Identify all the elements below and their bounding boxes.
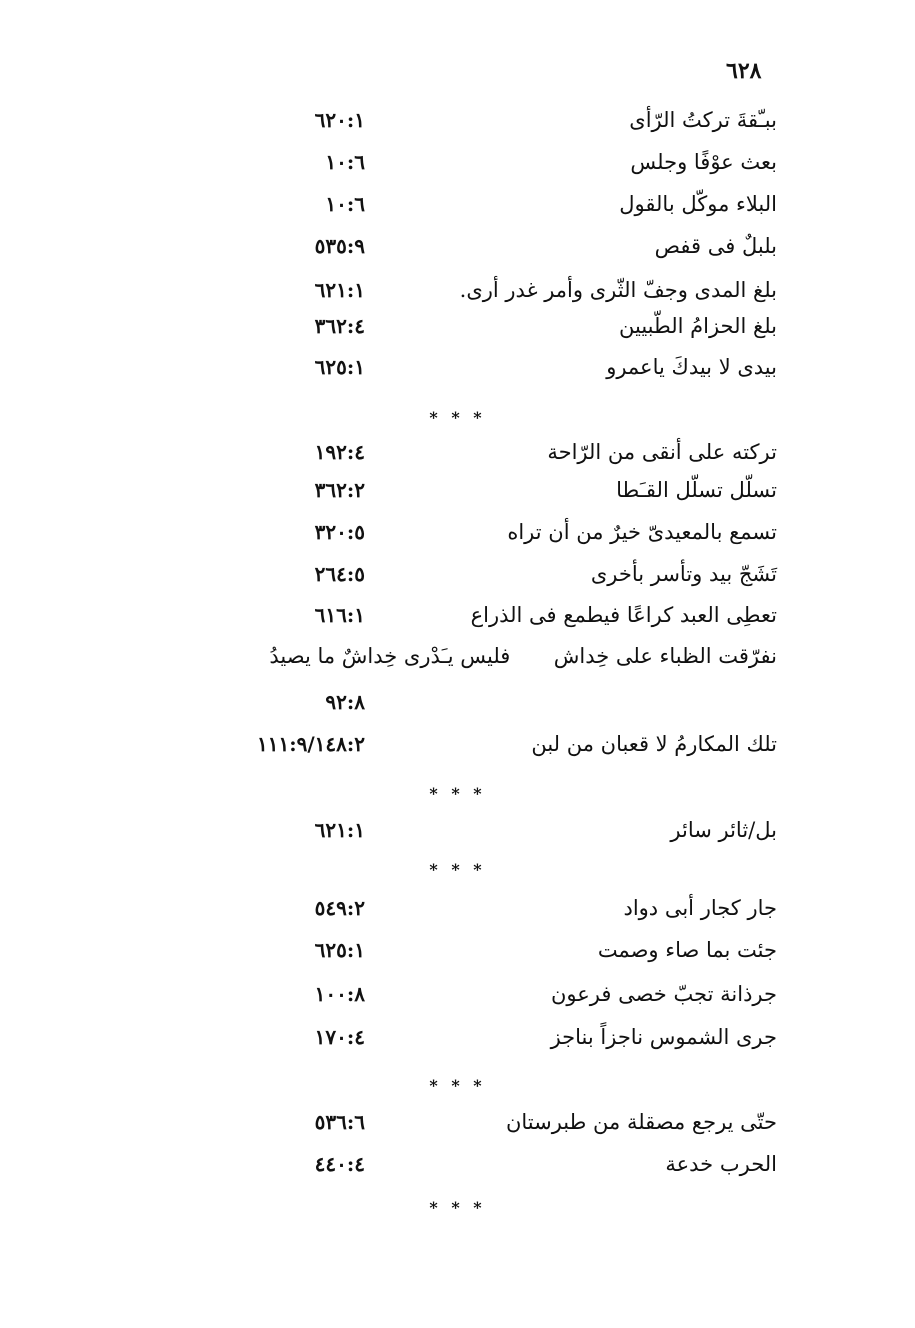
proverb-text: تسمع بالمعيدىّ خيرٌ من أن تراه [507, 520, 777, 544]
entry-row [0, 1025, 915, 1063]
proverb-text: تلك المكارمُ لا قعبان من لبن [531, 732, 777, 756]
entry-row [0, 818, 915, 856]
entry-row [0, 440, 915, 478]
entry-row [0, 732, 915, 770]
entry-row [0, 690, 915, 728]
reference: ٣٢٠:٥ [314, 520, 365, 544]
reference: ٦١٦:١ [314, 603, 365, 627]
section-separator: * * * [429, 1198, 486, 1217]
section-separator: * * * [429, 1076, 486, 1095]
entry-row [0, 234, 915, 272]
page-number: ٦٢٨ [726, 58, 762, 84]
entry-row [0, 562, 915, 600]
reference: ١٠٠:٨ [314, 982, 365, 1006]
entry-row [0, 603, 915, 641]
reference: ١٠:٦ [325, 150, 365, 174]
reference: ١٧٠:٤ [314, 1025, 365, 1049]
proverb-text: بل/ثائر سائر [670, 818, 777, 842]
proverb-text: جرى الشموس ناجزاً بناجز [550, 1025, 777, 1049]
entry-row [0, 355, 915, 393]
proverb-text: تركته على أنقى من الرّاحة [547, 440, 777, 464]
proverb-text: حتّى يرجع مصقلة من طبرستان [505, 1110, 777, 1134]
verse-hemistich-2: فليس يـَدْرى خِداشٌ ما يصيدُ [269, 644, 511, 668]
reference: ٥٣٥:٩ [314, 234, 365, 258]
reference: ٦٢١:١ [314, 278, 365, 302]
entry-row [0, 192, 915, 230]
proverb-text: جرذانة تجبّ خصى فرعون [550, 982, 777, 1006]
reference: ٣٦٢:٤ [314, 314, 365, 338]
entry-row [0, 896, 915, 934]
reference: ٥٤٩:٢ [314, 896, 365, 920]
reference: ٩٢:٨ [325, 690, 365, 714]
entry-row [0, 938, 915, 976]
reference: ١٩٢:٤ [314, 440, 365, 464]
entry-row [0, 108, 915, 146]
proverb-text: ببـّقةَ تركتُ الرّأى [629, 108, 777, 132]
entry-row [0, 150, 915, 188]
proverb-text: جار كجار أبى دواد [623, 896, 777, 920]
reference: ٦٢١:١ [314, 818, 365, 842]
proverb-text: بعث عوْفًا وجلس [630, 150, 777, 174]
verse-hemistich-1: نفرّقت الظباء على خِداش [553, 644, 777, 668]
proverb-text: تعطِى العبد كراعًا فيطمع فى الذراع [470, 603, 777, 627]
reference: ٣٦٢:٢ [314, 478, 365, 502]
entry-row [0, 314, 915, 352]
proverb-text: بلغ الحزامُ الطّبيين [619, 314, 777, 338]
verse-row [0, 644, 915, 682]
reference: ٦٢٥:١ [314, 938, 365, 962]
proverb-text: بلبلٌ فى قفص [654, 234, 777, 258]
reference: ٢٦٤:٥ [314, 562, 365, 586]
proverb-text: بيدى لا بيدكَ ياعمرو [606, 355, 777, 379]
reference: ١١١:٩/١٤٨:٢ [256, 732, 365, 756]
reference: ٥٣٦:٦ [314, 1110, 365, 1134]
proverb-text: تسلّل تسلّل القـَطا [616, 478, 777, 502]
entry-row [0, 478, 915, 516]
entry-row [0, 1152, 915, 1190]
reference: ٦٢٠:١ [314, 108, 365, 132]
verse-line [269, 644, 777, 668]
section-separator: * * * [429, 784, 486, 803]
reference: ٦٢٥:١ [314, 355, 365, 379]
entry-row [0, 982, 915, 1020]
reference: ١٠:٦ [325, 192, 365, 216]
section-separator: * * * [429, 408, 486, 427]
proverb-text: الحرب خدعة [665, 1152, 777, 1176]
entry-row [0, 1110, 915, 1148]
proverb-text: جئت بما صاء وصمت [597, 938, 777, 962]
proverb-text: البلاء موكّل بالقول [619, 192, 777, 216]
proverb-text: تَشَجّ بيد وتأسر بأخرى [590, 562, 777, 586]
entry-row [0, 520, 915, 558]
section-separator: * * * [429, 860, 486, 879]
entry-row [0, 278, 915, 316]
proverb-text: بلغ المدى وجفّ الثّرى وأمر غدر أرى. [459, 278, 777, 302]
reference: ٤٤٠:٤ [314, 1152, 365, 1176]
